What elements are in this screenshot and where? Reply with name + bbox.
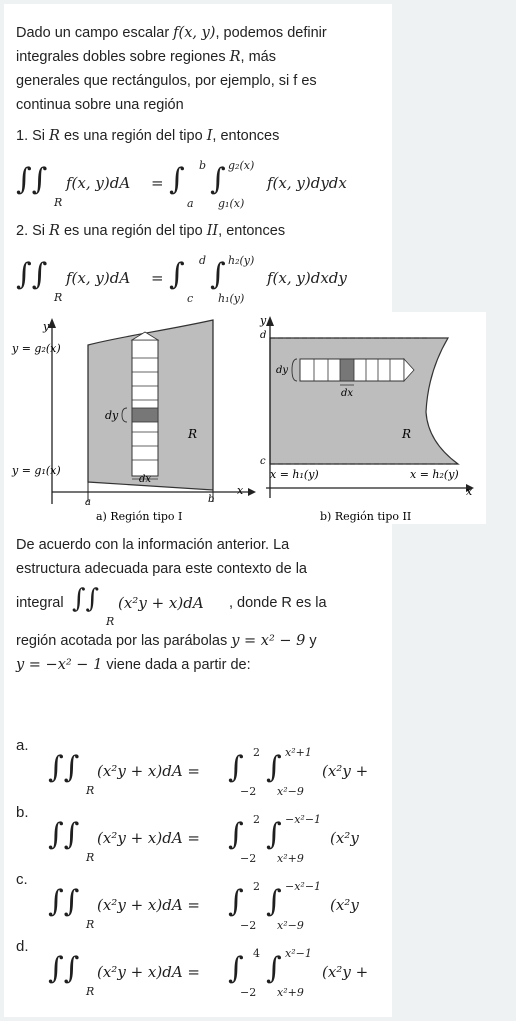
left-dx-label: dx <box>139 474 152 485</box>
question-line-2: estructura adecuada para este contexto de la <box>16 561 307 577</box>
c-label: c <box>260 456 266 467</box>
intro-line-4: continua sobre una región <box>16 97 184 113</box>
right-region-label: R <box>402 427 412 441</box>
right-dx-label: dx <box>341 388 354 399</box>
upper-curve-label: y = g₂(x) <box>12 342 61 355</box>
d-label: d <box>260 330 267 341</box>
b-label: b <box>208 494 215 505</box>
question-card: Dado un campo escalar f(x, y), podemos definir integrales dobles sobre regiones R, más generales que rectángulos, por ejemplo, si f es continua sobre una región 1. Si R es una región del tipo I, entonces ∫∫ R f(x, y)dA = ∫ b a ∫ g₂(x) g₁(x) f(x, y)dydx 2. Si R es una región del tipo II, entonces ∫∫ R f(x, y)dA = ∫ d c ∫ h₂(y) h₁(y) f(x, y)dxdy y y = g₂(x) y = g₁(x) dy dx R a b x a) Región tipo I y d c dy dx R x = h₁(y) x = h₂(y) x b) Región tipo II De acuerdo con la información anterior. La estructura adecuada para este contexto de la integral ∫∫ R (x²y + x)dA , donde R es la región acotada por las parábolas y = x² − 9 y y = −x² − 1 viene dada a partir de: a. ∫∫ R (x²y + x)dA = ∫ 2 −2 ∫ x²+1 x²−9 (x²y + b. ∫∫ R (x²y + x)dA = ∫ 2 −2 ∫ −x²−1 x²+9 (x²y c. ∫∫ R (x²y + x)dA = ∫ 2 −2 ∫ −x²−1 x²−9 (x²y d. ∫∫ R (x²y + x)dA = ∫ 4 −2 ∫ x²−1 x²+9 (x²y + <box>4 4 392 1017</box>
left-x-axis-label: x <box>237 484 244 497</box>
right-boundary-label: x = h₂(y) <box>410 468 459 481</box>
intro-line-1: Dado un campo escalar f(x, y), podemos definir <box>16 25 327 41</box>
right-y-axis-label: y <box>260 314 267 327</box>
question-line-5: y = −x² − 1 viene dada a partir de: <box>16 657 251 673</box>
intro-line-3: generales que rectángulos, por ejemplo, si f es <box>16 73 317 89</box>
lower-curve-label: y = g₁(x) <box>12 464 61 477</box>
caption-type-i: a) Región tipo I <box>96 510 183 523</box>
left-y-axis-label: y <box>43 320 50 333</box>
question-line-4: región acotada por las parábolas y = x² − 9 y <box>16 633 317 649</box>
option-b-letter: b. <box>16 804 29 821</box>
left-dy-label: dy <box>105 409 119 422</box>
left-region-label: R <box>188 427 198 441</box>
case2-text: 2. Si R es una región del tipo II, entonces <box>16 223 286 239</box>
caption-type-ii: b) Región tipo II <box>320 510 412 523</box>
question-line-1: De acuerdo con la información anterior. La <box>16 537 290 553</box>
right-x-axis-label: x <box>466 485 473 498</box>
intro-line-2: integrales dobles sobre regiones R, más <box>16 49 276 65</box>
option-d-letter: d. <box>16 938 29 955</box>
left-boundary-label: x = h₁(y) <box>270 468 319 481</box>
option-c-letter: c. <box>16 871 28 888</box>
right-dy-label: dy <box>276 365 289 376</box>
a-label: a <box>85 497 91 508</box>
case1-text: 1. Si R es una región del tipo I, entonces <box>16 128 280 144</box>
option-a-letter: a. <box>16 737 29 754</box>
region-figure <box>8 312 486 524</box>
